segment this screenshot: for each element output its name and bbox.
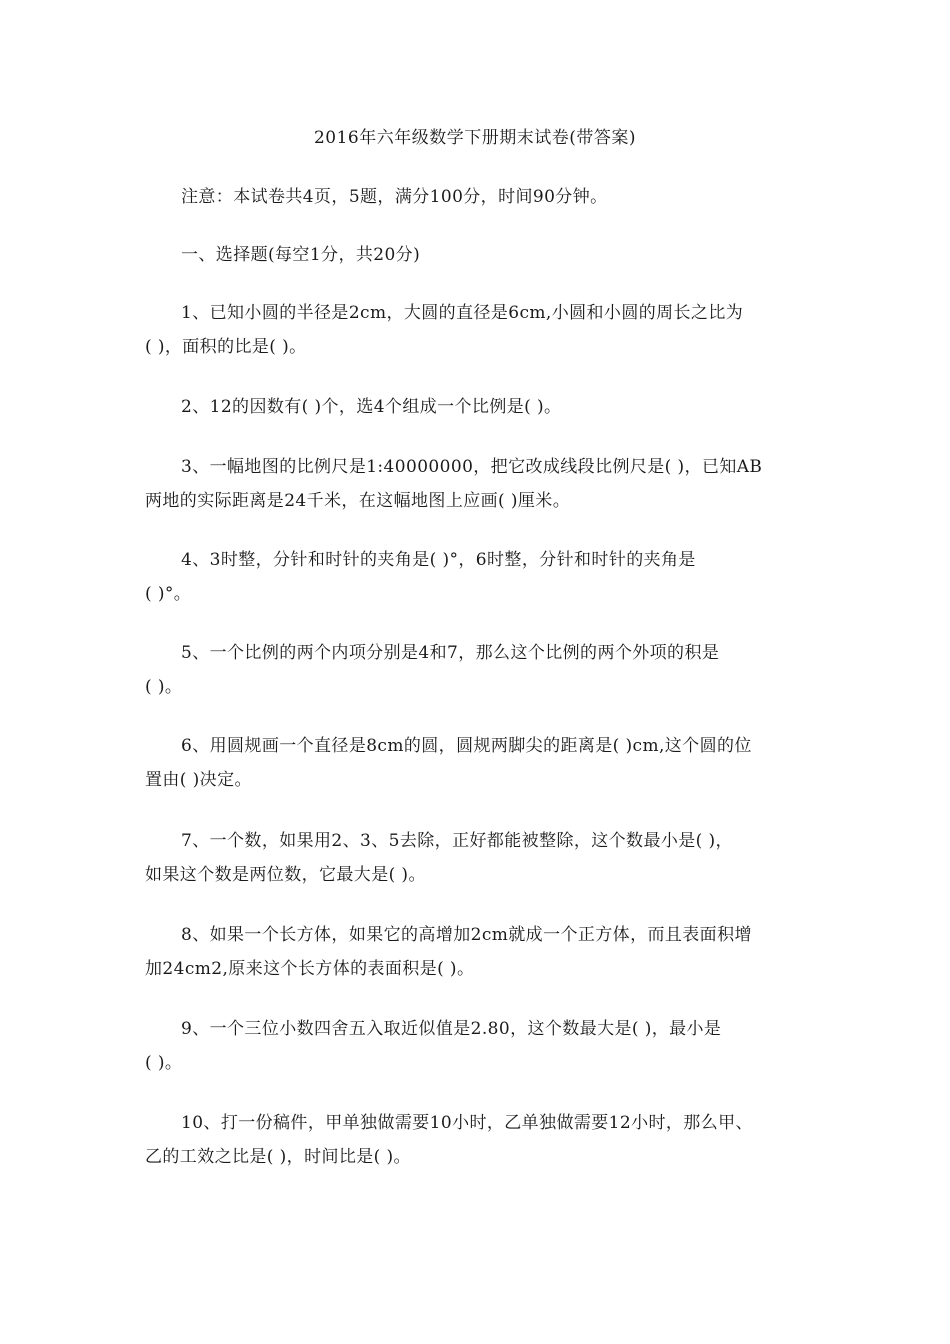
question-8-line-1: 8、如果一个长方体，如果它的高增加2cm就成一个正方体，而且表面积增 <box>181 925 752 945</box>
question-9 <box>145 1012 813 1080</box>
question-10-line-1: 10、打一份稿件，甲单独做需要10小时，乙单独做需要12小时，那么甲、 <box>181 1113 753 1133</box>
question-10-line-2: 乙的工效之比是( )，时间比是( )。 <box>145 1147 411 1167</box>
exam-notice: 注意：本试卷共4页，5题，满分100分，时间90分钟。 <box>181 187 608 207</box>
question-1 <box>145 296 813 364</box>
section-heading-choice: 一、选择题(每空1分，共20分) <box>181 245 421 265</box>
question-8 <box>145 918 813 986</box>
question-3 <box>145 450 813 518</box>
question-5-line-2: ( )。 <box>145 677 183 697</box>
question-1-line-2: ( )，面积的比是( )。 <box>145 337 307 357</box>
question-4-line-2: ( )°。 <box>145 584 192 604</box>
question-8-line-2: 加24cm2,原来这个长方体的表面积是( )。 <box>145 959 475 979</box>
question-5 <box>145 636 813 704</box>
question-2-line-1: 2、12的因数有( )个，选4个组成一个比例是( )。 <box>181 397 562 417</box>
question-6-line-2: 置由( )决定。 <box>145 770 252 790</box>
question-7-line-1: 7、一个数，如果用2、3、5去除，正好都能被整除，这个数最小是( )， <box>181 831 733 851</box>
question-6-line-1: 6、用圆规画一个直径是8cm的圆，圆规两脚尖的距离是( )cm,这个圆的位 <box>181 736 752 756</box>
question-7 <box>145 824 813 892</box>
question-5-line-1: 5、一个比例的两个内项分别是4和7，那么这个比例的两个外项的积是 <box>181 643 720 663</box>
question-6 <box>145 729 813 797</box>
question-10 <box>145 1106 813 1174</box>
document-title: 2016年六年级数学下册期末试卷(带答案) <box>313 128 637 148</box>
question-3-line-2: 两地的实际距离是24千米，在这幅地图上应画( )厘米。 <box>145 491 571 511</box>
question-9-line-1: 9、一个三位小数四舍五入取近似值是2.80，这个数最大是( )，最小是 <box>181 1019 722 1039</box>
question-7-line-2: 如果这个数是两位数，它最大是( )。 <box>145 865 426 885</box>
question-9-line-2: ( )。 <box>145 1053 183 1073</box>
question-4 <box>145 543 813 611</box>
question-3-line-1: 3、一幅地图的比例尺是1:40000000，把它改成线段比例尺是( )，已知AB <box>181 457 763 477</box>
question-4-line-1: 4、3时整，分针和时针的夹角是( )°，6时整，分针和时针的夹角是 <box>181 550 696 570</box>
question-1-line-1: 1、已知小圆的半径是2cm，大圆的直径是6cm,小圆和小圆的周长之比为 <box>181 303 744 323</box>
question-2 <box>145 390 813 424</box>
